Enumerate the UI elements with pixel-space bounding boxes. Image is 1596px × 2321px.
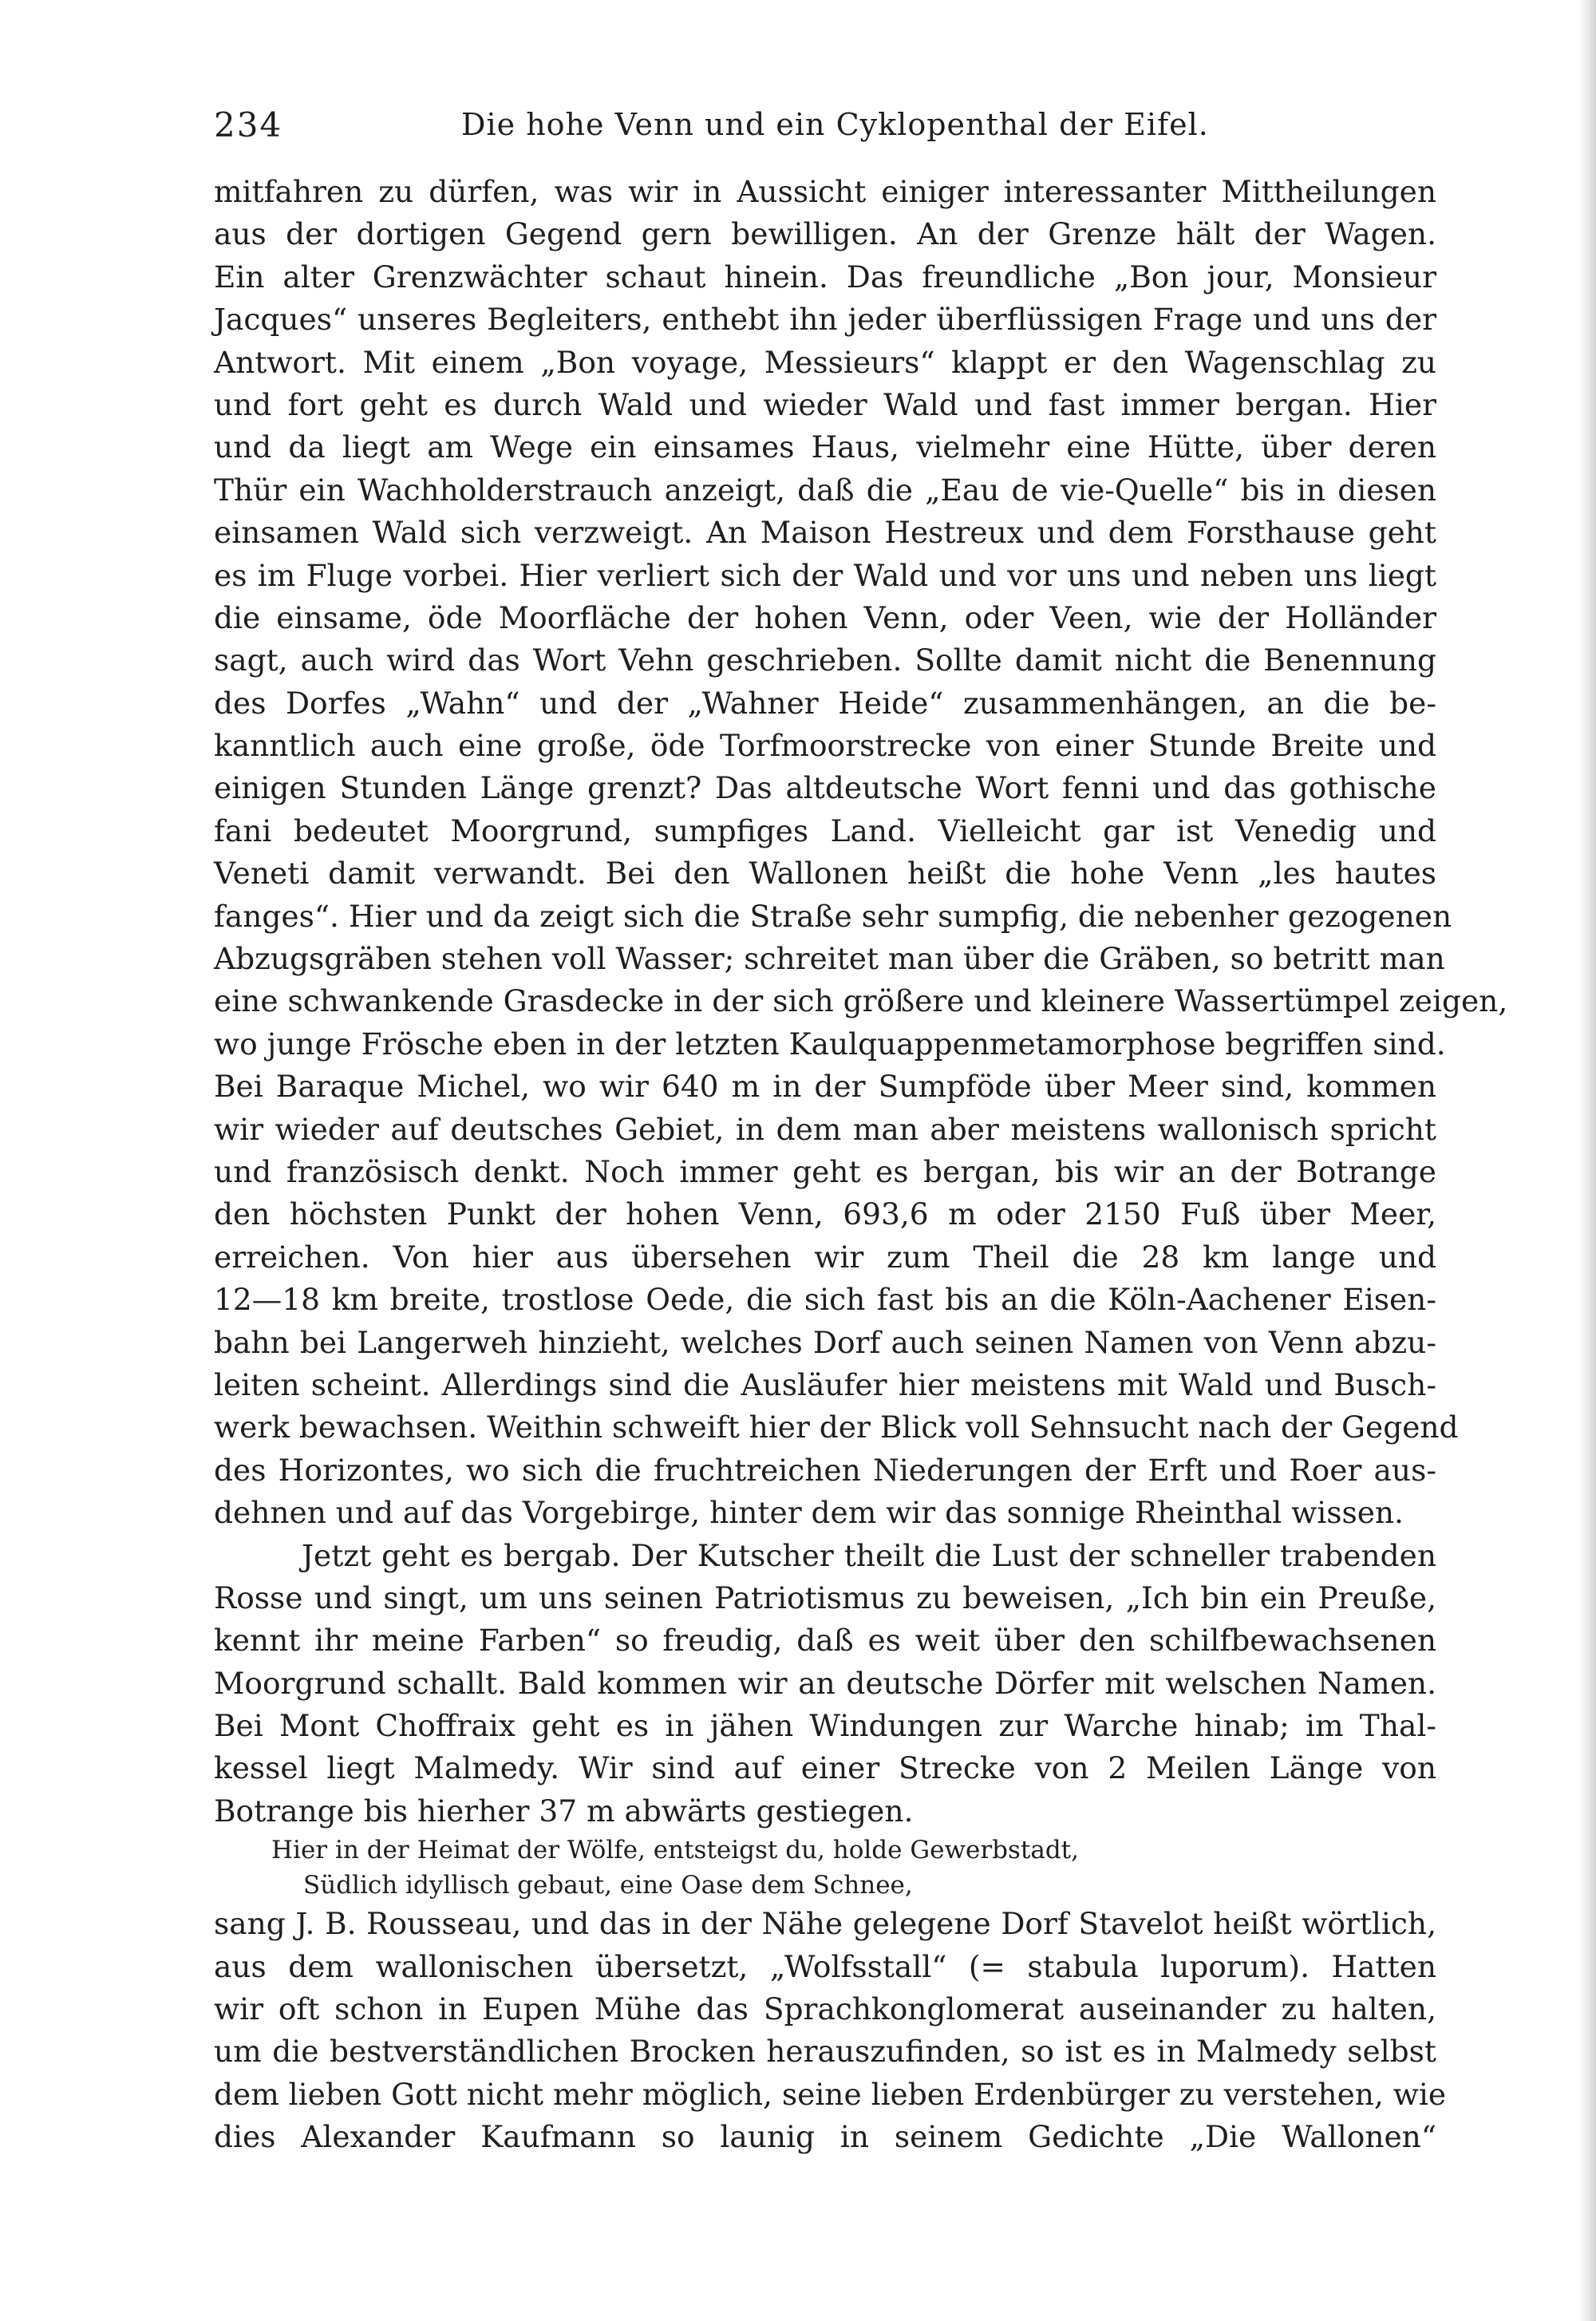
text-line: kennt ihr meine Farben“ so freudig, daß es weit über den schilfbewachsenen <box>214 1623 1436 1659</box>
page-number: 234 <box>214 105 283 144</box>
text-line: und da liegt am Wege ein einsames Haus, vielmehr eine Hütte, über deren <box>214 429 1436 465</box>
text-line: aus der dortigen Gegend gern bewilligen. An der Grenze hält der Wagen. <box>214 216 1436 252</box>
text-line: des Dorfes „Wahn“ und der „Wahner Heide“ zusammenhängen, an die be- <box>214 685 1436 721</box>
text-line: 12—18 km breite, trostlose Oede, die sich fast bis an die Köln-Aachener Eisen- <box>214 1282 1436 1318</box>
page-edge-shadow <box>1578 0 1596 2321</box>
text-line: dehnen und auf das Vorgebirge, hinter dem wir das sonnige Rheinthal wissen. <box>214 1495 1404 1531</box>
text-line: des Horizontes, wo sich die fruchtreichen Niederungen der Erft und Roer aus- <box>214 1452 1436 1488</box>
text-line: Rosse und singt, um uns seinen Patriotismus zu beweisen, „Ich bin ein Preuße, <box>214 1580 1436 1615</box>
text-line: aus dem wallonischen übersetzt, „Wolfsstall“ (= stabula luporum). Hatten <box>214 1948 1436 1984</box>
text-line: dies Alexander Kaufmann so launig in seinem Gedichte „Die Wallonen“ <box>214 2119 1436 2155</box>
text-line: mitfahren zu dürfen, was wir in Aussicht einiger interessanter Mittheilungen <box>214 174 1436 209</box>
text-line: fani bedeutet Moorgrund, sumpfiges Land. Vielleicht gar ist Venedig und <box>214 813 1436 848</box>
text-line: Bei Mont Choffraix geht es in jähen Windungen zur Warche hinab; im Thal- <box>214 1708 1436 1744</box>
text-line: die einsame, öde Moorfläche der hohen Venn, oder Veen, wie der Holländer <box>214 599 1436 635</box>
text-line: werk bewachsen. Weithin schweift hier der Blick voll Sehnsucht nach der Gegend <box>214 1410 1459 1445</box>
running-head <box>214 105 1395 153</box>
text-line: Thür ein Wachholderstrauch anzeigt, daß die „Eau de vie-Quelle“ bis in diesen <box>214 472 1436 508</box>
text-line: dem lieben Gott nicht mehr möglich, seine lieben Erdenbürger zu verstehen, wie <box>214 2076 1447 2112</box>
text-line: wir oft schon in Eupen Mühe das Sprachkonglomerat auseinander zu halten, <box>214 1991 1436 2027</box>
text-line: wir wieder auf deutsches Gebiet, in dem man aber meistens wallonisch spricht <box>214 1111 1436 1147</box>
text-line: Jetzt geht es bergab. Der Kutscher theilt die Lust der schneller trabenden <box>302 1537 1436 1573</box>
text-line: Ein alter Grenzwächter schaut hinein. Das freundliche „Bon jour, Monsieur <box>214 259 1436 295</box>
text-line: wo junge Frösche eben in der letzten Kaulquappenmetamorphose begriffen sind. <box>214 1026 1446 1062</box>
body-text <box>214 171 1508 2159</box>
verse-quotation <box>214 1833 1436 1903</box>
text-line: und fort geht es durch Wald und wieder Wald und fast immer bergan. Hier <box>214 386 1436 422</box>
text-line: sang J. B. Rousseau, und das in der Nähe gelegene Dorf Stavelot heißt wörtlich, <box>214 1906 1436 1942</box>
verse-line: Südlich idyllisch gebaut, eine Oase dem Schnee, <box>303 1871 913 1900</box>
text-line: bahn bei Langerweh hinzieht, welches Dorf auch seinen Namen von Venn abzu- <box>214 1324 1436 1360</box>
text-line: sagt, auch wird das Wort Vehn geschrieben. Sollte damit nicht die Benennung <box>214 643 1436 678</box>
running-title: Die hohe Venn und ein Cyklopenthal der Eifel. <box>461 107 1209 142</box>
text-line: Veneti damit verwandt. Bei den Wallonen heißt die hohe Venn „les hautes <box>214 856 1436 892</box>
text-line: den höchsten Punkt der hohen Venn, 693,6 m oder 2150 Fuß über Meer, <box>214 1196 1436 1232</box>
text-line: Moorgrund schallt. Bald kommen wir an deutsche Dörfer mit welschen Namen. <box>214 1665 1436 1701</box>
text-line: Jacques“ unseres Begleiters, enthebt ihn jeder überflüssigen Frage und uns der <box>214 302 1436 338</box>
text-line: eine schwankende Grasdecke in der sich größere und kleinere Wassertümpel zeigen, <box>214 983 1508 1019</box>
text-line: fanges“. Hier und da zeigt sich die Straße sehr sumpfig, die nebenher gezogenen <box>214 898 1452 934</box>
text-line: Abzugsgräben stehen voll Wasser; schreitet man über die Gräben, so betritt man <box>214 941 1445 977</box>
paragraph-1 <box>214 171 1508 1535</box>
text-line: erreichen. Von hier aus übersehen wir zum Theil die 28 km lange und <box>214 1239 1436 1275</box>
paragraph-2 <box>214 1535 1436 1833</box>
text-line: einigen Stunden Länge grenzt? Das altdeutsche Wort fenni und das gothische <box>214 770 1436 806</box>
text-line: kanntlich auch eine große, öde Torfmoorstrecke von einer Stunde Breite und <box>214 728 1436 764</box>
text-line: Bei Baraque Michel, wo wir 640 m in der Sumpföde über Meer sind, kommen <box>214 1069 1436 1105</box>
text-line: es im Fluge vorbei. Hier verliert sich der Wald und vor uns und neben uns liegt <box>214 557 1436 593</box>
paragraph-3 <box>214 1903 1447 2158</box>
text-line: und französisch denkt. Noch immer geht es bergan, bis wir an der Botrange <box>214 1153 1436 1189</box>
text-line: einsamen Wald sich verzweigt. An Maison Hestreux und dem Forsthause geht <box>214 515 1436 551</box>
verse-line: Hier in der Heimat der Wölfe, entsteigst du, holde Gewerbstadt, <box>271 1836 1079 1865</box>
text-line: Antwort. Mit einem „Bon voyage, Messieurs“ klappt er den Wagenschlag zu <box>214 344 1436 380</box>
text-line: leiten scheint. Allerdings sind die Ausläufer hier meistens mit Wald und Busch- <box>214 1366 1436 1402</box>
text-line: um die bestverständlichen Brocken herauszufinden, so ist es in Malmedy selbst <box>214 2034 1436 2070</box>
text-line: kessel liegt Malmedy. Wir sind auf einer Strecke von 2 Meilen Länge von <box>214 1750 1436 1786</box>
text-line: Botrange bis hierher 37 m abwärts gestiegen. <box>214 1793 914 1829</box>
